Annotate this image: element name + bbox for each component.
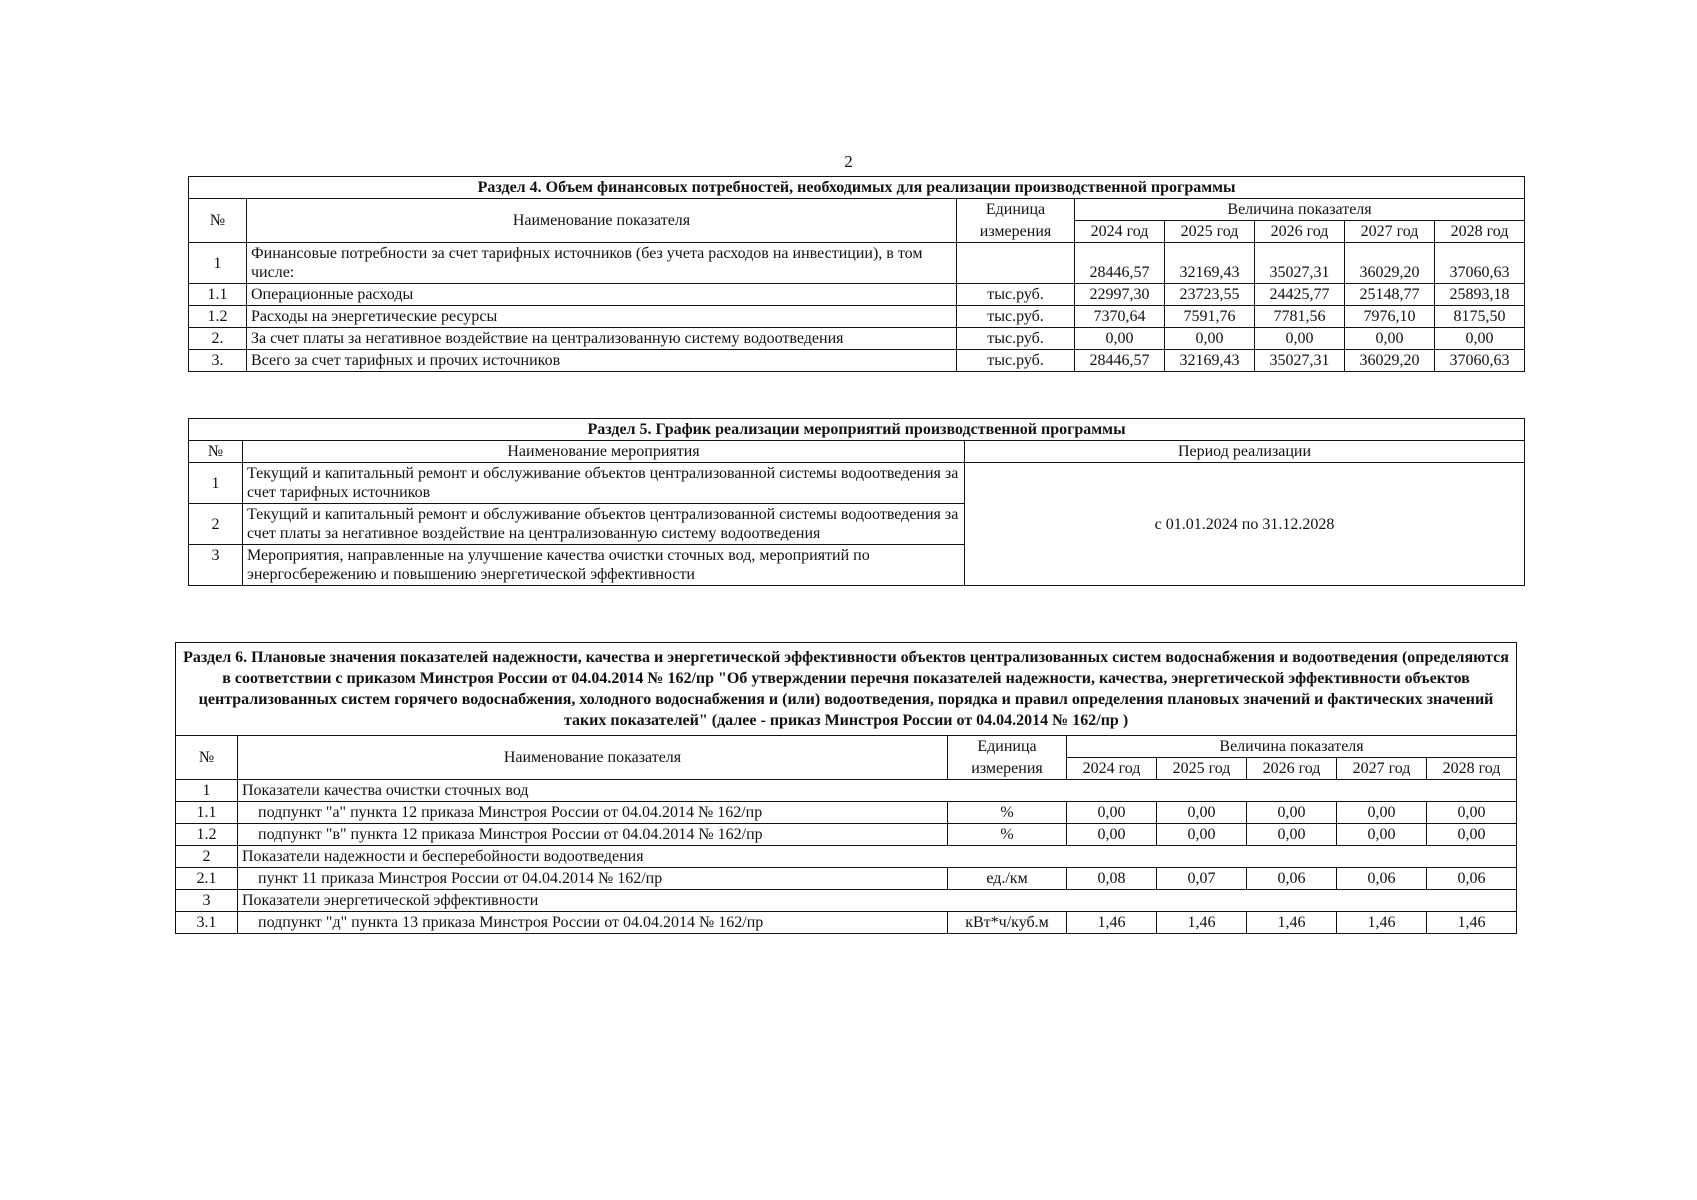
s4-header-value: Величина показателя [1075, 199, 1525, 221]
row-name: Расходы на энергетические ресурсы [247, 306, 957, 328]
table-row [176, 868, 1517, 890]
section4-title: Раздел 4. Объем финансовых потребностей, необходимых для реализации производственной программы [189, 177, 1525, 199]
row-value: 0,00 [1165, 328, 1255, 350]
s6-year: 2028 год [1427, 758, 1517, 780]
row-value: 0,00 [1435, 328, 1525, 350]
row-value: 25893,18 [1435, 284, 1525, 306]
row-num: 1 [189, 243, 247, 284]
row-value: 0,00 [1157, 824, 1247, 846]
section5-table [188, 418, 1525, 586]
row-value: 0,00 [1255, 328, 1345, 350]
row-value: 35027,31 [1255, 350, 1345, 372]
row-value: 37060,63 [1435, 350, 1525, 372]
s4-header-num: № [189, 199, 247, 243]
row-unit: ед./км [948, 868, 1067, 890]
row-value: 32169,43 [1165, 243, 1255, 284]
s6-header-value: Величина показателя [1067, 736, 1517, 758]
row-unit: тыс.руб. [957, 306, 1075, 328]
s5-header-period: Период реализации [965, 441, 1525, 463]
row-value: 0,00 [1067, 802, 1157, 824]
s5-header-num: № [189, 441, 243, 463]
s4-year: 2026 год [1255, 221, 1345, 243]
group-num: 3 [176, 890, 238, 912]
row-value: 0,06 [1337, 868, 1427, 890]
row-value: 0,00 [1075, 328, 1165, 350]
row-value: 0,00 [1337, 802, 1427, 824]
s5-header-name: Наименование мероприятия [243, 441, 965, 463]
s6-header-num: № [176, 736, 238, 780]
row-value: 7370,64 [1075, 306, 1165, 328]
row-name: За счет платы за негативное воздействие на централизованную систему водоотведения [247, 328, 957, 350]
row-num: 1 [189, 463, 243, 504]
group-row [176, 890, 1517, 912]
table-row [176, 824, 1517, 846]
row-num: 3.1 [176, 912, 238, 934]
section5-title: Раздел 5. График реализации мероприятий производственной программы [189, 419, 1525, 441]
group-name: Показатели энергетической эффективности [238, 890, 1517, 912]
row-value: 25148,77 [1345, 284, 1435, 306]
row-value: 36029,20 [1345, 350, 1435, 372]
table-row [189, 350, 1525, 372]
table-row [189, 306, 1525, 328]
row-value: 22997,30 [1075, 284, 1165, 306]
s4-header-unit-1: Единица [957, 199, 1075, 221]
row-value: 28446,57 [1075, 350, 1165, 372]
row-num: 2. [189, 328, 247, 350]
row-value: 0,00 [1247, 802, 1337, 824]
row-name: Мероприятия, направленные на улучшение качества очистки сточных вод, мероприятий по энергосбережению и повышению энергетической эффективности [243, 545, 965, 586]
row-value: 0,00 [1337, 824, 1427, 846]
group-name: Показатели надежности и бесперебойности водоотведения [238, 846, 1517, 868]
group-row [176, 780, 1517, 802]
s4-header-unit-2: измерения [957, 221, 1075, 243]
table-row [189, 328, 1525, 350]
s4-year: 2024 год [1075, 221, 1165, 243]
s6-header-unit-1: Единица [948, 736, 1067, 758]
row-value: 7591,76 [1165, 306, 1255, 328]
row-num: 2.1 [176, 868, 238, 890]
row-value: 0,06 [1247, 868, 1337, 890]
group-row [176, 846, 1517, 868]
row-value: 8175,50 [1435, 306, 1525, 328]
row-value: 0,07 [1157, 868, 1247, 890]
row-unit: тыс.руб. [957, 350, 1075, 372]
row-value: 24425,77 [1255, 284, 1345, 306]
row-num: 1.2 [176, 824, 238, 846]
table-row [176, 802, 1517, 824]
row-unit [957, 243, 1075, 284]
period-value: с 01.01.2024 по 31.12.2028 [965, 463, 1525, 586]
row-unit: % [948, 824, 1067, 846]
s4-year: 2025 год [1165, 221, 1255, 243]
row-value: 1,46 [1337, 912, 1427, 934]
s6-year: 2026 год [1247, 758, 1337, 780]
row-num: 1.2 [189, 306, 247, 328]
table-row [189, 243, 1525, 284]
s6-year: 2024 год [1067, 758, 1157, 780]
row-name: подпункт "в" пункта 12 приказа Минстроя России от 04.04.2014 № 162/пр [238, 824, 948, 846]
s6-year: 2025 год [1157, 758, 1247, 780]
row-name: пункт 11 приказа Минстроя России от 04.04.2014 № 162/пр [238, 868, 948, 890]
row-num: 3. [189, 350, 247, 372]
row-value: 37060,63 [1435, 243, 1525, 284]
s6-header-unit-2: измерения [948, 758, 1067, 780]
s6-header-name: Наименование показателя [238, 736, 948, 780]
row-value: 0,06 [1427, 868, 1517, 890]
row-num: 3 [189, 545, 243, 586]
row-name: Операционные расходы [247, 284, 957, 306]
row-name: Финансовые потребности за счет тарифных источников (без учета расходов на инвестиции), в том числе: [247, 243, 957, 284]
row-value: 7781,56 [1255, 306, 1345, 328]
row-value: 28446,57 [1075, 243, 1165, 284]
table-row [189, 463, 1525, 504]
row-value: 0,00 [1427, 824, 1517, 846]
row-value: 0,00 [1427, 802, 1517, 824]
group-num: 1 [176, 780, 238, 802]
row-value: 23723,55 [1165, 284, 1255, 306]
row-num: 1.1 [189, 284, 247, 306]
row-num: 1.1 [176, 802, 238, 824]
table-row [176, 912, 1517, 934]
row-name: подпункт "а" пункта 12 приказа Минстроя России от 04.04.2014 № 162/пр [238, 802, 948, 824]
s4-year: 2027 год [1345, 221, 1435, 243]
row-value: 0,08 [1067, 868, 1157, 890]
row-unit: тыс.руб. [957, 284, 1075, 306]
row-value: 0,00 [1067, 824, 1157, 846]
section6-table [175, 642, 1517, 934]
row-num: 2 [189, 504, 243, 545]
row-value: 0,00 [1157, 802, 1247, 824]
row-unit: кВт*ч/куб.м [948, 912, 1067, 934]
group-name: Показатели качества очистки сточных вод [238, 780, 1517, 802]
row-name: подпункт "д" пункта 13 приказа Минстроя России от 04.04.2014 № 162/пр [238, 912, 948, 934]
row-value: 36029,20 [1345, 243, 1435, 284]
row-name: Всего за счет тарифных и прочих источников [247, 350, 957, 372]
section4-table [188, 176, 1525, 372]
row-value: 0,00 [1345, 328, 1435, 350]
row-value: 1,46 [1067, 912, 1157, 934]
s6-year: 2027 год [1337, 758, 1427, 780]
row-name: Текущий и капитальный ремонт и обслуживание объектов централизованной системы водоотведения за счет тарифных источников [243, 463, 965, 504]
group-num: 2 [176, 846, 238, 868]
row-unit: тыс.руб. [957, 328, 1075, 350]
row-value: 1,46 [1427, 912, 1517, 934]
row-unit: % [948, 802, 1067, 824]
section6-title: Раздел 6. Плановые значения показателей надежности, качества и энергетической эффективности объектов централизованных систем водоснабжения и водоотведения (определяются в соответствии с приказом Минстроя России от 04.04.2014 № 162/пр "Об утверждении перечня показателей надежности, качества, энергетической эффективности объектов централизованных систем горячего водоснабжения, холодного водоснабжения и (или) водоотведения, порядка и правил определения плановых значений и фактических значений таких показателей" (далее - приказ Минстроя России от 04.04.2014 № 162/пр ) [176, 643, 1517, 736]
row-value: 35027,31 [1255, 243, 1345, 284]
row-value: 0,00 [1247, 824, 1337, 846]
page-number: 2 [844, 152, 853, 171]
row-value: 32169,43 [1165, 350, 1255, 372]
s4-header-name: Наименование показателя [247, 199, 957, 243]
row-name: Текущий и капитальный ремонт и обслуживание объектов централизованной системы водоотведения за счет платы за негативное воздействие на централизованную систему водоотведения [243, 504, 965, 545]
row-value: 7976,10 [1345, 306, 1435, 328]
row-value: 1,46 [1247, 912, 1337, 934]
row-value: 1,46 [1157, 912, 1247, 934]
s4-year: 2028 год [1435, 221, 1525, 243]
table-row [189, 284, 1525, 306]
